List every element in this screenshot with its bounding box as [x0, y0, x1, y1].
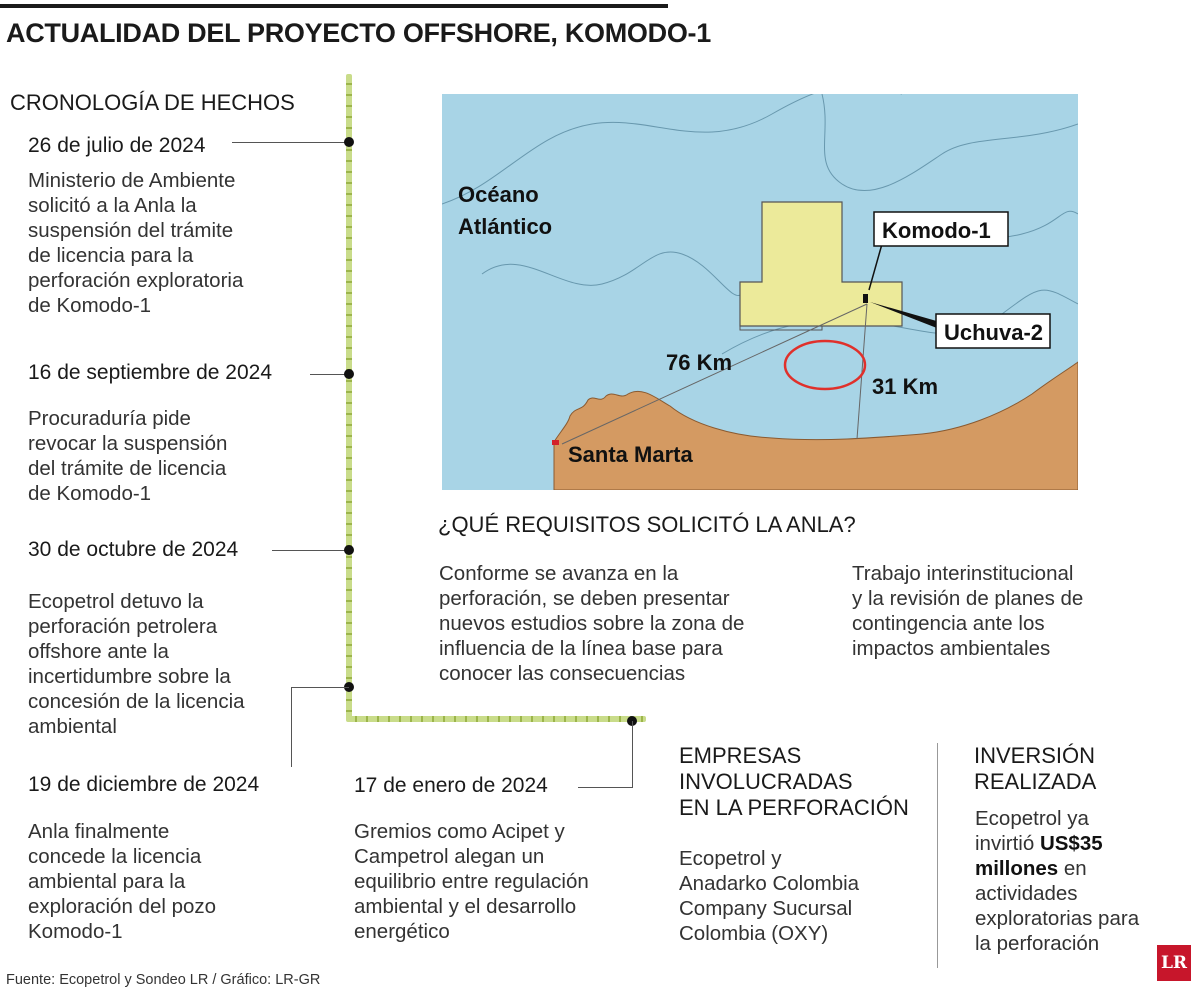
event-line: Campetrol alegan un	[354, 845, 545, 868]
investment-amount: US$35	[1039, 832, 1103, 855]
event-date: 17 de enero de 2024	[354, 774, 548, 797]
company-line: Company Sucursal	[679, 897, 853, 920]
requirement-line: Trabajo interinstitucional	[852, 562, 1074, 585]
event-line: offshore ante la	[28, 640, 169, 663]
requirement-line: contingencia ante los	[852, 612, 1045, 635]
source-footer: Fuente: Ecopetrol y Sondeo LR / Gráfico: LR-GR	[6, 972, 321, 988]
requirement-right	[852, 561, 1083, 661]
event-line: incertidumbre sobre la	[28, 665, 231, 688]
event-line: ambiental	[28, 715, 117, 738]
companies-heading-line: EMPRESAS	[679, 743, 802, 768]
requirement-line: conocer las consecuencias	[439, 662, 686, 685]
event-description	[28, 406, 227, 506]
event-connector	[632, 721, 633, 787]
requirement-line: impactos ambientales	[852, 637, 1051, 660]
event-description	[28, 819, 216, 944]
lr-logo: LR	[1157, 945, 1191, 981]
timeline-vertical-line	[346, 74, 352, 720]
event-line: Gremios como Acipet y	[354, 820, 565, 843]
location-map	[442, 94, 1078, 490]
event-line: del trámite de licencia	[28, 457, 227, 480]
well-marker	[863, 294, 868, 303]
event-date: 19 de diciembre de 2024	[28, 773, 260, 796]
timeline-horizontal-line	[346, 716, 646, 722]
event-line: de licencia para la	[28, 244, 194, 267]
requirement-line: nuevos estudios sobre la zona de	[439, 612, 745, 635]
companies-list	[679, 846, 859, 946]
event-line: de Komodo-1	[28, 482, 152, 505]
event-connector	[291, 687, 292, 767]
investment-heading-line: REALIZADA	[974, 769, 1097, 794]
company-line: Anadarko Colombia	[679, 872, 860, 895]
distance-label: 76 Km	[666, 350, 733, 375]
top-rule	[0, 4, 668, 8]
event-connector	[232, 142, 349, 143]
companies-heading-line: EN LA PERFORACIÓN	[679, 795, 909, 820]
column-divider	[937, 743, 938, 968]
requirement-line: Conforme se avanza en la	[439, 562, 679, 585]
page-title: ACTUALIDAD DEL PROYECTO OFFSHORE, KOMODO-1	[6, 18, 711, 48]
company-line: Ecopetrol y	[679, 847, 782, 870]
timeline-dot	[344, 369, 354, 379]
investment-text	[975, 806, 1139, 956]
investment-line	[975, 856, 1139, 881]
companies-heading	[679, 743, 909, 821]
investment-line: la perforación	[975, 932, 1100, 955]
event-description	[354, 819, 589, 944]
investment-line: Ecopetrol ya	[975, 807, 1089, 830]
event-line: perforación exploratoria	[28, 269, 244, 292]
event-line: suspensión del trámite	[28, 219, 234, 242]
investment-text-part: invirtió	[975, 832, 1040, 855]
uchuva-label: Uchuva-2	[944, 320, 1044, 345]
event-line: Ministerio de Ambiente	[28, 169, 236, 192]
event-line: Procuraduría pide	[28, 407, 191, 430]
event-line: energético	[354, 920, 450, 943]
event-date: 26 de julio de 2024	[28, 134, 206, 157]
timeline-dot	[344, 137, 354, 147]
event-line: de Komodo-1	[28, 294, 152, 317]
event-line: Komodo-1	[28, 920, 123, 943]
investment-heading	[974, 743, 1096, 795]
requirement-left	[439, 561, 744, 686]
event-line: concesión de la licencia	[28, 690, 245, 713]
event-line: ambiental para la	[28, 870, 186, 893]
ocean-label: Atlántico	[458, 214, 553, 239]
requirement-line: influencia de la línea base para	[439, 637, 723, 660]
event-connector	[578, 787, 633, 788]
requirement-line: y la revisión de planes de	[852, 587, 1084, 610]
requirement-line: perforación, se deben presentar	[439, 587, 730, 610]
komodo-label: Komodo-1	[882, 218, 991, 243]
city-label: Santa Marta	[568, 442, 693, 467]
event-line: equilibrio entre regulación	[354, 870, 589, 893]
investment-amount-unit: millones	[975, 857, 1059, 880]
event-date: 16 de septiembre de 2024	[28, 361, 273, 384]
timeline-dot	[344, 545, 354, 555]
investment-line: actividades	[975, 882, 1078, 905]
event-line: exploración del pozo	[28, 895, 217, 918]
event-line: Ecopetrol detuvo la	[28, 590, 204, 613]
distance-label: 31 Km	[872, 374, 939, 399]
chronology-heading: CRONOLOGÍA DE HECHOS	[10, 90, 295, 115]
companies-heading-line: INVOLUCRADAS	[679, 769, 853, 794]
event-connector	[291, 687, 349, 688]
event-line: perforación petrolera	[28, 615, 218, 638]
city-marker	[552, 440, 559, 445]
investment-text-part: en	[1058, 857, 1087, 880]
event-connector	[272, 550, 350, 551]
event-line: ambiental y el desarrollo	[354, 895, 577, 918]
ocean-label: Océano	[458, 182, 539, 207]
investment-line	[975, 831, 1139, 856]
investment-line: exploratorias para	[975, 907, 1140, 930]
company-line: Colombia (OXY)	[679, 922, 829, 945]
requirements-heading: ¿QUÉ REQUISITOS SOLICITÓ LA ANLA?	[438, 512, 856, 537]
investment-heading-line: INVERSIÓN	[974, 743, 1096, 768]
event-description	[28, 589, 245, 739]
event-line: revocar la suspensión	[28, 432, 228, 455]
event-description	[28, 168, 243, 318]
event-line: concede la licencia	[28, 845, 202, 868]
event-date: 30 de octubre de 2024	[28, 538, 239, 561]
event-line: solicitó a la Anla la	[28, 194, 197, 217]
event-line: Anla finalmente	[28, 820, 170, 843]
